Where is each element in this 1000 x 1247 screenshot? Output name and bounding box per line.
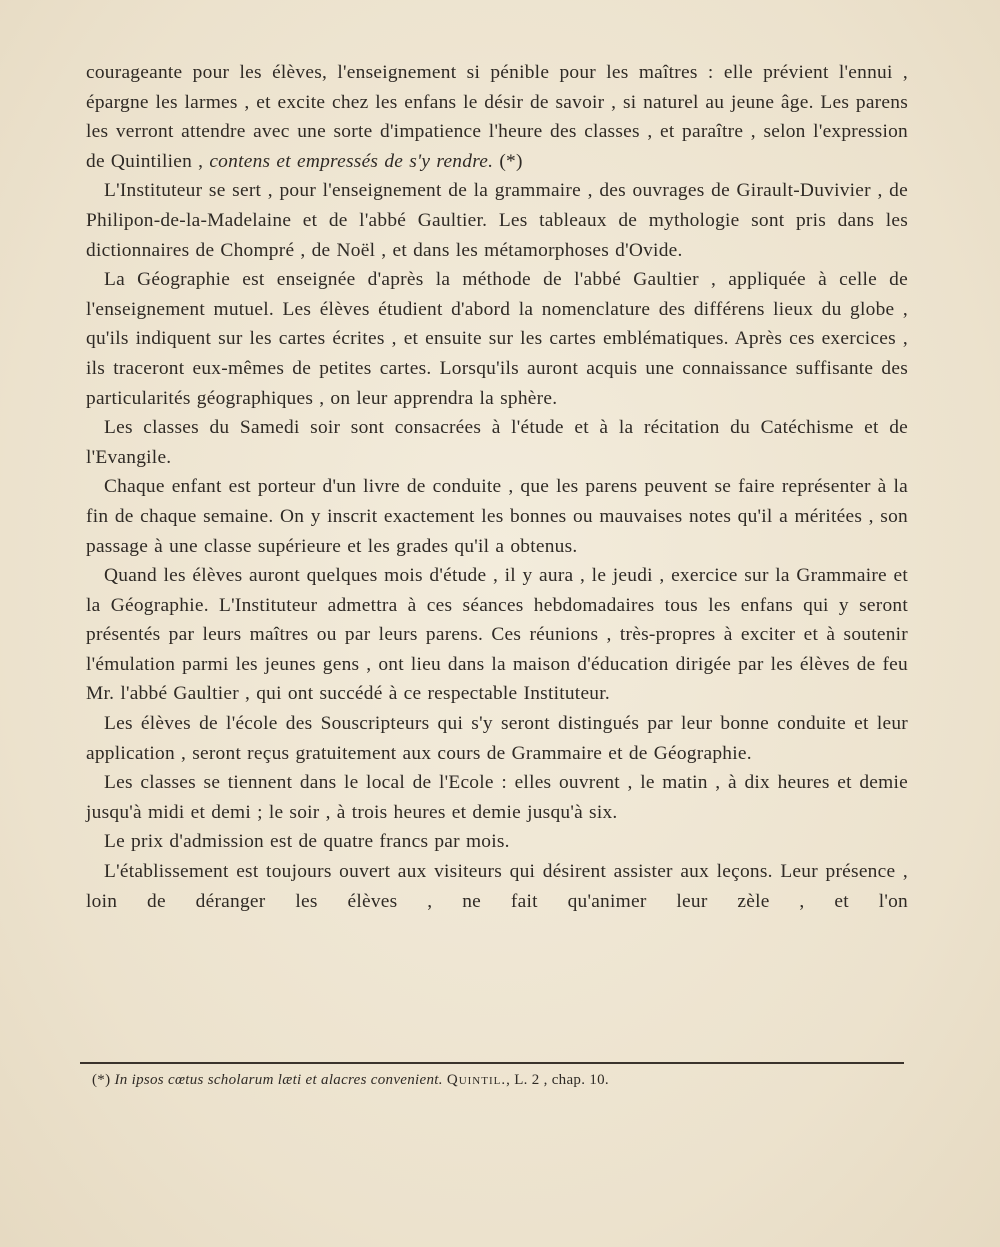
paragraph-4	[86, 413, 908, 472]
paragraph-5-text: Chaque enfant est porteur d'un livre de conduite , que les parens peuvent se faire représenter à la fin de chaque semaine. On y inscrit exactement les bonnes ou mauvaises notes qu'il a méritées , son passage à une classe supérieure et les grades qu'il a obtenus.	[86, 476, 908, 557]
body-text	[86, 58, 908, 916]
paragraph-2-text: L'Instituteur se sert , pour l'enseignement de la grammaire , des ouvrages de Girault-Duvivier , de Philipon-de-la-Madelaine et de l'abbé Gaultier. Les tableaux de mythologie sont pris dans les dictionnaires de Chompré , de Noël , et dans les métamorphoses d'Ovide.	[86, 180, 908, 261]
paragraph-5	[86, 472, 908, 561]
paragraph-3-text: La Géographie est enseignée d'après la méthode de l'abbé Gaultier , appliquée à celle de l'enseignement mutuel. Les élèves étudient d'abord la nomenclature des différens lieux du globe , qu'ils indiquent sur les cartes écrites , et ensuite sur les cartes emblématiques. Après ces exercices , ils traceront eux-mêmes de petites cartes. Lorsqu'ils auront acquis une connaissance suffisante des particularités géographiques , on leur apprendra la sphère.	[86, 269, 908, 409]
paragraph-9-text: Le prix d'admission est de quatre francs par mois.	[104, 831, 510, 853]
footnote	[92, 1069, 892, 1091]
paragraph-10	[86, 857, 908, 916]
paragraph-2	[86, 176, 908, 265]
paragraph-6-text: Quand les élèves auront quelques mois d'étude , il y aura , le jeudi , exercice sur la Grammaire et la Géographie. L'Instituteur admettra à ces séances hebdomadaires tous les enfans qui y seront présentés par leurs maîtres ou par leurs parens. Ces réunions , très-propres à exciter et à soutenir l'émulation parmi les jeunes gens , ont lieu dans la maison d'éducation dirigée par les élèves de feu Mr. l'abbé Gaultier , qui ont succédé à ce respectable Instituteur.	[86, 565, 908, 705]
paragraph-1	[86, 58, 908, 176]
paragraph-6	[86, 561, 908, 709]
paragraph-8-text: Les classes se tiennent dans le local de l'Ecole : elles ouvrent , le matin , à dix heures et demie jusqu'à midi et demi ; le soir , à trois heures et demie jusqu'à six.	[86, 772, 908, 823]
footnote-divider	[80, 1062, 904, 1064]
paragraph-1-italic: contens et empressés de s'y rendre.	[209, 150, 494, 172]
footnote-author: Quintil.	[446, 1072, 507, 1088]
paragraph-9	[86, 827, 908, 857]
paragraph-7	[86, 709, 908, 768]
paragraph-10-text: L'établissement est toujours ouvert aux visiteurs qui désirent assister aux leçons. Leur présence , loin de déranger les élèves , ne fait qu'animer leur zèle , et l'on	[86, 861, 908, 912]
paragraph-8	[86, 768, 908, 827]
paragraph-4-text: Les classes du Samedi soir sont consacrées à l'étude et à la récitation du Catéchisme et de l'Evangile.	[86, 417, 908, 468]
paragraph-7-text: Les élèves de l'école des Souscripteurs qui s'y seront distingués par leur bonne conduite et leur application , seront reçus gratuitement aux cours de Grammaire et de Géographie.	[86, 713, 908, 764]
footnote-latin-quote: In ipsos cœtus scholarum læti et alacres convenient.	[114, 1072, 443, 1088]
footnote-mark: (*)	[92, 1072, 111, 1088]
footnote-reference-mark: (*)	[493, 150, 523, 172]
paragraph-1-text: courageante pour les élèves, l'enseignement si pénible pour les maîtres : elle prévient l'ennui , épargne les larmes , et excite chez les enfans le désir de savoir , si naturel au jeune âge. Les parens les verront attendre avec une sorte d'impatience l'heure des classes , et paraître , selon l'expression de Quintilien ,	[86, 62, 908, 172]
paragraph-3	[86, 265, 908, 413]
footnote-reference: , L. 2 , chap. 10.	[506, 1072, 609, 1088]
